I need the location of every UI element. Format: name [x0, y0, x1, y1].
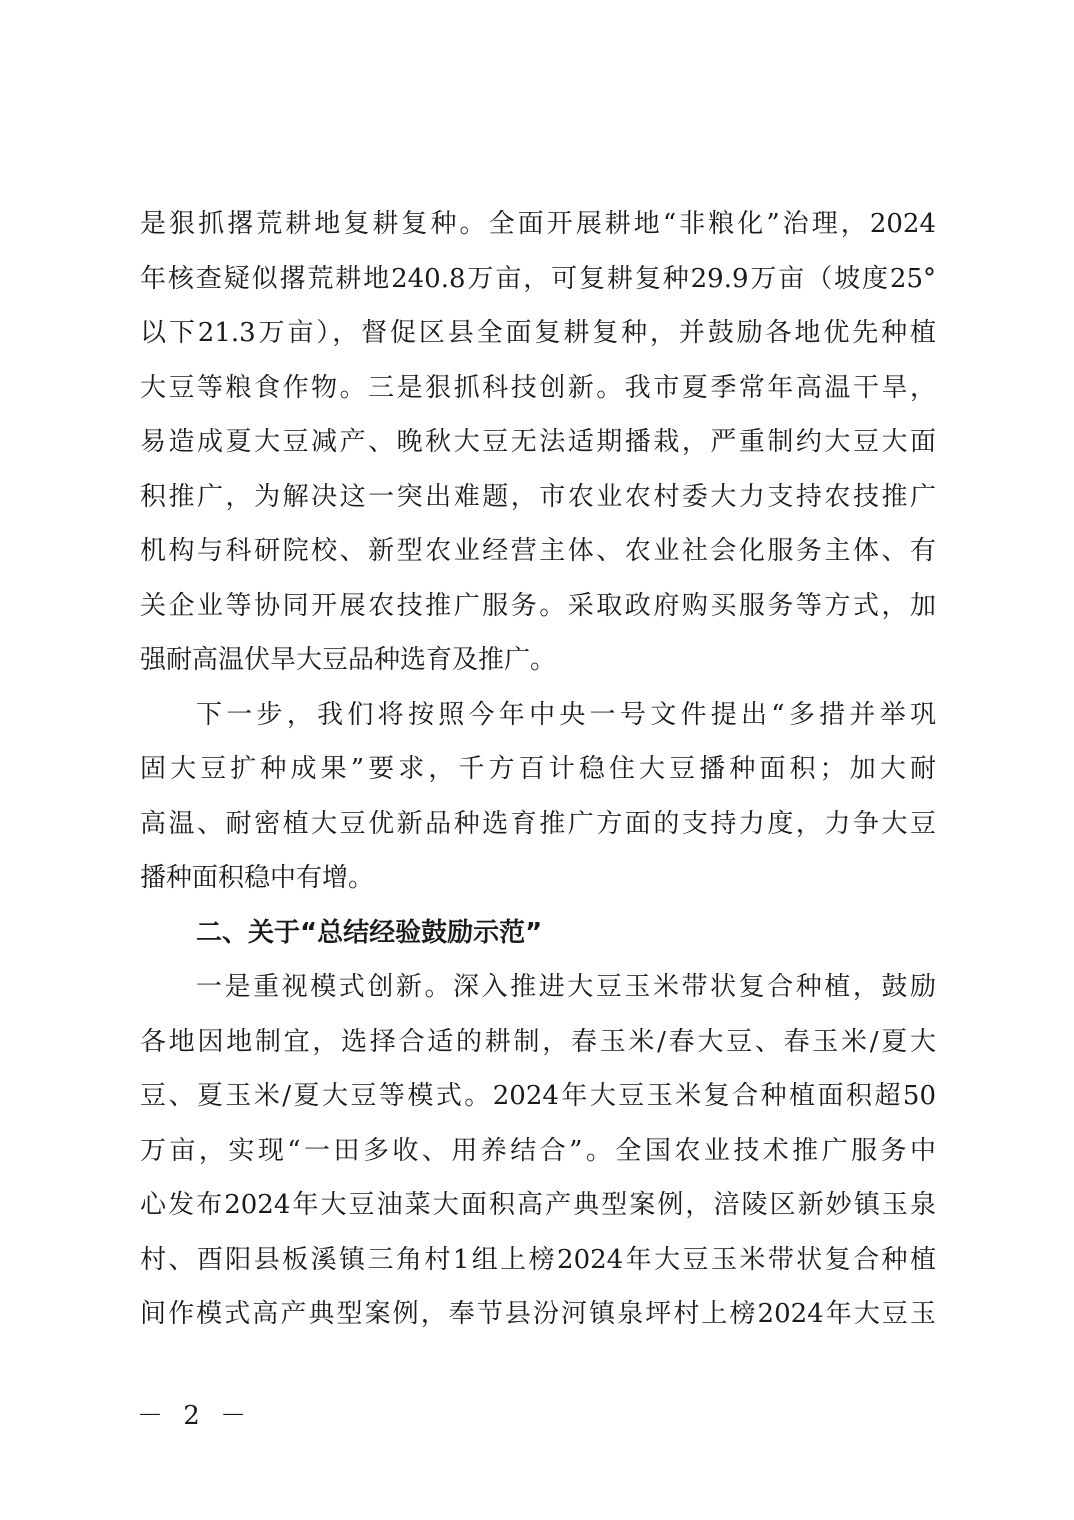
- text-line: 强耐高温伏旱大豆品种选育及推广。: [140, 645, 557, 675]
- page-number: － 2 －: [137, 1401, 253, 1431]
- text-line: 心发布2024年大豆油菜大面积高产典型案例，涪陵区新妙镇玉泉: [140, 1190, 936, 1220]
- text-line: 村、酉阳县板溪镇三角村1组上榜2024年大豆玉米带状复合种植: [140, 1244, 936, 1275]
- text-line: 固大豆扩种成果”要求，千方百计稳住大豆播种面积；加大耐: [140, 754, 936, 784]
- paragraph-2: [140, 688, 936, 906]
- text-line: 大豆等粮食作物。三是狠抓科技创新。我市夏季常年高温干旱，: [140, 372, 936, 403]
- paragraph-1: [140, 197, 936, 688]
- paragraph-3: [140, 960, 936, 1342]
- text-line: 积推广，为解决这一突出难题，市农业农村委大力支持农技推广: [140, 481, 936, 512]
- section-heading: 二、关于“总结经验鼓励示范”: [196, 917, 543, 948]
- text-line: 一是重视模式创新。深入推进大豆玉米带状复合种植，鼓励: [196, 972, 936, 1002]
- text-line: 易造成夏大豆减产、晚秋大豆无法适期播栽，严重制约大豆大面: [140, 427, 936, 457]
- text-line: 万亩，实现“一田多收、用养结合”。全国农业技术推广服务中: [140, 1135, 936, 1166]
- text-line: 机构与科研院校、新型农业经营主体、农业社会化服务主体、有: [140, 536, 936, 566]
- text-line: 年核查疑似撂荒耕地240.8万亩，可复耕复种29.9万亩（坡度25°: [140, 263, 936, 294]
- text-line: 豆、夏玉米/夏大豆等模式。2024年大豆玉米复合种植面积超50: [140, 1081, 936, 1111]
- text-line: 各地因地制宜，选择合适的耕制，春玉米/春大豆、春玉米/夏大: [140, 1026, 936, 1057]
- text-line: 以下21.3万亩），督促区县全面复耕复种，并鼓励各地优先种植: [140, 318, 936, 348]
- document-body: [140, 197, 936, 1342]
- text-line: 下一步，我们将按照今年中央一号文件提出“多措并举巩: [196, 699, 936, 730]
- text-line: 是狠抓撂荒耕地复耕复种。全面开展耕地“非粮化”治理，2024: [140, 209, 936, 239]
- text-line: 间作模式高产典型案例，奉节县汾河镇泉坪村上榜2024年大豆玉: [140, 1299, 936, 1329]
- text-line: 高温、耐密植大豆优新品种选育推广方面的支持力度，力争大豆: [140, 808, 936, 839]
- text-line: 播种面积稳中有增。: [140, 863, 375, 893]
- text-line: 关企业等协同开展农技推广服务。采取政府购买服务等方式，加: [140, 590, 936, 621]
